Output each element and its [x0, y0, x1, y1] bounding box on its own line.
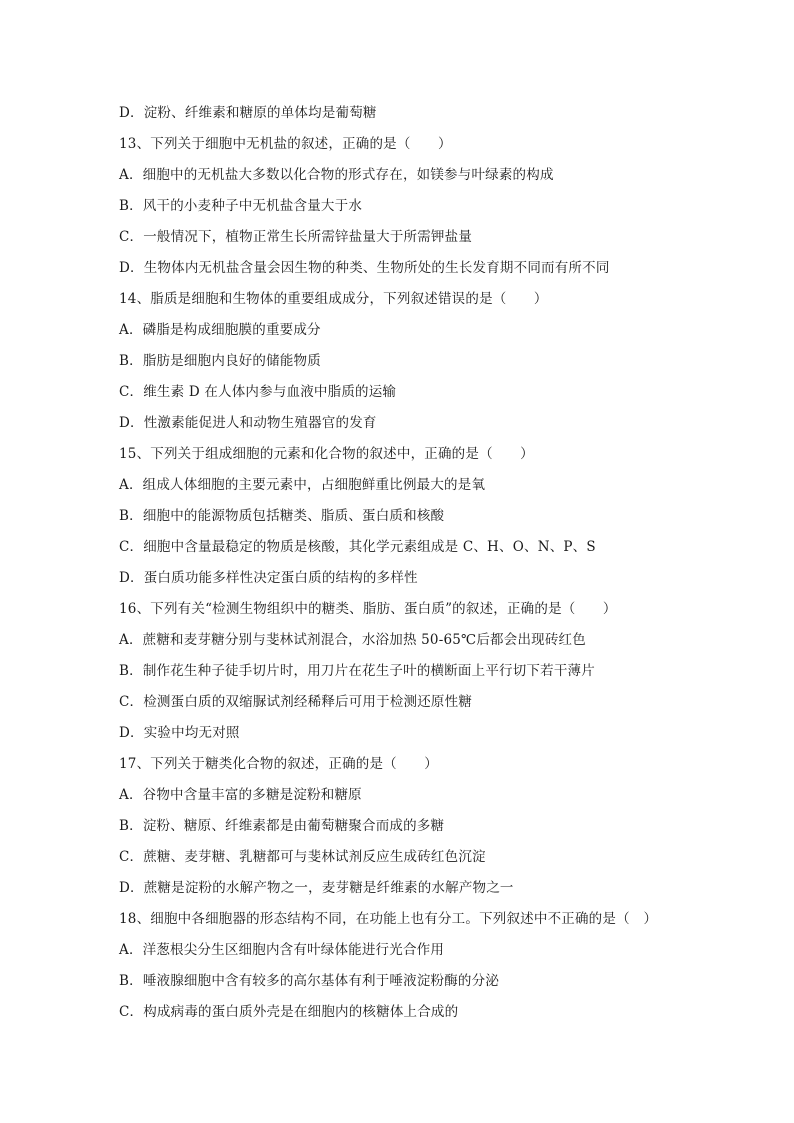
option-line: B．脂肪是细胞内良好的储能物质 [119, 353, 321, 369]
option-line: B．细胞中的能源物质包括糖类、脂质、蛋白质和核酸 [119, 508, 445, 524]
option-line: A．细胞中的无机盐大多数以化合物的形式存在，如镁参与叶绿素的构成 [119, 167, 554, 183]
question-15-stem: 15、下列关于组成细胞的元素和化合物的叙述中，正确的是（ ） [119, 446, 534, 462]
option-line: C．维生素 D 在人体内参与血液中脂质的运输 [119, 384, 397, 400]
option-line: C．一般情况下，植物正常生长所需锌盐量大于所需钾盐量 [119, 229, 473, 245]
option-line: A．磷脂是构成细胞膜的重要成分 [119, 322, 321, 338]
option-line: C．构成病毒的蛋白质外壳是在细胞内的核糖体上合成的 [119, 1004, 459, 1020]
option-line: A．谷物中含量丰富的多糖是淀粉和糖原 [119, 787, 362, 803]
question-18-stem: 18、细胞中各细胞器的形态结构不同，在功能上也有分工。下列叙述中不正确的是（ ） [119, 911, 658, 927]
option-line: D．蔗糖是淀粉的水解产物之一，麦芽糖是纤维素的水解产物之一 [119, 880, 514, 896]
option-line: B．风干的小麦种子中无机盐含量大于水 [119, 198, 363, 214]
question-text [119, 102, 759, 1032]
option-line: C．细胞中含量最稳定的物质是核酸，其化学元素组成是 C、H、O、N、P、S [119, 539, 596, 555]
question-16-stem: 16、下列有关“检测生物组织中的糖类、脂肪、蛋白质”的叙述，正确的是（ ） [119, 601, 617, 617]
question-13-stem: 13、下列关于细胞中无机盐的叙述，正确的是（ ） [119, 136, 452, 152]
option-line: D．蛋白质功能多样性决定蛋白质的结构的多样性 [119, 570, 418, 586]
option-line: D．实验中均无对照 [119, 725, 240, 741]
option-line: D．生物体内无机盐含量会因生物的种类、生物所处的生长发育期不同而有所不同 [119, 260, 610, 276]
question-14-stem: 14、脂质是细胞和生物体的重要组成成分，下列叙述错误的是（ ） [119, 291, 548, 307]
option-line: D．性激素能促进人和动物生殖器官的发育 [119, 415, 377, 431]
option-line: B．唾液腺细胞中含有较多的高尔基体有利于唾液淀粉酶的分泌 [119, 973, 500, 989]
option-line: B．制作花生种子徒手切片时，用刀片在花生子叶的横断面上平行切下若干薄片 [119, 663, 595, 679]
text-line: D．淀粉、纤维素和糖原的单体均是葡萄糖 [119, 105, 377, 121]
option-line: A．组成人体细胞的主要元素中，占细胞鲜重比例最大的是氧 [119, 477, 486, 493]
option-line: A．蔗糖和麦芽糖分别与斐林试剂混合，水浴加热 50-65℃后都会出现砖红色 [119, 632, 586, 648]
option-line: C．检测蛋白质的双缩脲试剂经稀释后可用于检测还原性糖 [119, 694, 473, 710]
option-line: A．洋葱根尖分生区细胞内含有叶绿体能进行光合作用 [119, 942, 445, 958]
question-17-stem: 17、下列关于糖类化合物的叙述，正确的是（ ） [119, 756, 438, 772]
option-line: B．淀粉、糖原、纤维素都是由葡萄糖聚合而成的多糖 [119, 818, 445, 834]
option-line: C．蔗糖、麦芽糖、乳糖都可与斐林试剂反应生成砖红色沉淀 [119, 849, 486, 865]
